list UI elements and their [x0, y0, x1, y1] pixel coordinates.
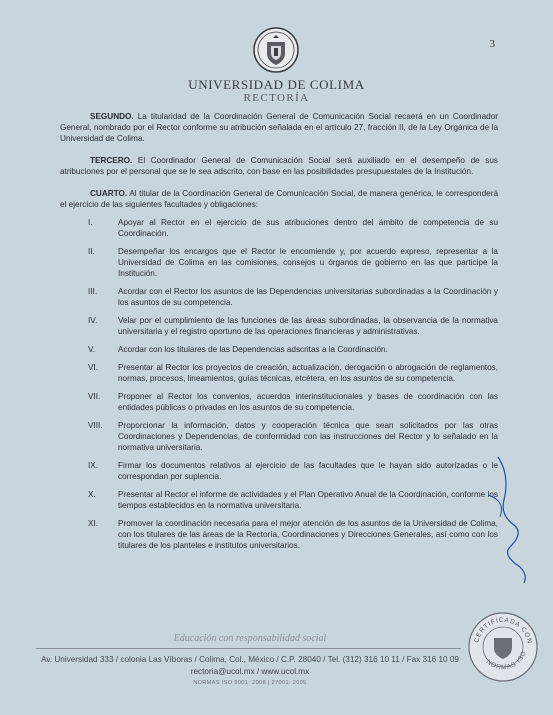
certification-seal-icon: [466, 610, 540, 684]
paragraph-lead: TERCERO.: [90, 156, 133, 165]
item-number: II.: [88, 247, 95, 256]
footer-contact: rectoria@ucol.mx / www.ucol.mx: [190, 667, 310, 676]
item-text: Proponer al Rector los convenios, acuerdos interinstitucionales y bases de coordinación con las entidades públicas o privadas en los asuntos de su competencia.: [118, 392, 498, 412]
paragraph-tercero: [60, 155, 498, 177]
item-text: Presentar al Rector el informe de actividades y el Plan Operativo Anual de la Coordinación, conforme los tiempos establecidos en la normativa universitaria.: [118, 490, 498, 510]
faculties-list: [60, 217, 498, 551]
university-name: UNIVERSIDAD DE COLIMA: [188, 77, 365, 92]
svg-text:CERTIFICADA CON: CERTIFICADA CON: [473, 616, 533, 645]
list-item: [60, 344, 498, 355]
list-item: [60, 460, 498, 482]
item-text: Desempeñar los encargos que el Rector le encomiende y, por acuerdo expreso, representar a la Universidad de Colima en las comisiones, consejos u órganos de gobierno en las que participe la Institución.: [118, 247, 498, 278]
item-text: Acordar con los titulares de las Dependencias adscritas a la Coordinación.: [118, 345, 388, 354]
university-crest-icon: [252, 26, 300, 74]
handwritten-signature-icon: [480, 455, 535, 585]
paragraph-lead: SEGUNDO.: [90, 112, 134, 121]
list-item: [60, 315, 498, 337]
item-text: Promover la coordinación necesaria para el mejor atención de los asuntos de la Universidad de Colima, con los titulares de las áreas de la Rectoría, Coordinaciones y Direcciones Generales, así como con los titulares de los planteles e institutos universitarios.: [118, 519, 498, 550]
paragraph-text: Al titular de la Coordinación General de Comunicación Social, de manera genérica, le corresponderá el ejercicio de las siguientes facultades y obligaciones:: [60, 189, 498, 209]
svg-text:NORMAS ISO: NORMAS ISO: [484, 649, 529, 672]
list-item: [60, 391, 498, 413]
office-name: RECTORÍA: [243, 92, 310, 104]
paragraph-cuarto: [60, 188, 498, 210]
item-number: VII.: [88, 392, 101, 401]
list-item: [60, 286, 498, 308]
item-number: IV.: [88, 316, 98, 325]
item-number: III.: [88, 287, 98, 296]
document-body: [60, 111, 498, 558]
footer-motto: Educación con responsabilidad social: [173, 633, 327, 644]
item-text: Apoyar al Rector en el ejercicio de sus atribuciones dentro del ámbito de competencia de su Coordinación.: [118, 218, 498, 238]
item-number: VI.: [88, 363, 99, 372]
paragraph-text: El Coordinador General de Comunicación Social será auxiliado en el desempeño de sus atribuciones por el personal que se le sea adscrito, con base en las posibilidades presupuestales de la Institución.: [60, 156, 498, 176]
item-number: X.: [88, 490, 96, 499]
list-item: [60, 420, 498, 453]
item-number: IX.: [88, 461, 99, 470]
item-text: Velar por el cumplimiento de las funciones de las áreas subordinadas, la observancia de la normativa universitaria y el registro oportuno de las operaciones financieras y administrativas.: [118, 316, 498, 336]
item-number: V.: [88, 345, 95, 354]
paragraph-segundo: [60, 111, 498, 144]
item-number: VIII.: [88, 421, 103, 430]
item-number: XI.: [88, 519, 99, 528]
footer-norms: NORMAS ISO 9001: 2008 | 27001: 2005: [193, 680, 307, 686]
footer-divider: [36, 648, 461, 649]
footer-address: Av. Universidad 333 / colonia Las Víboras / Colima, Col., México / C.P. 28040 / Tel. (312) 316 10 11 / Fax 316 10 09: [41, 655, 459, 664]
item-text: Acordar con el Rector los asuntos de las Dependencias universitarias subordinadas a la Coordinación y los asuntos de su competencia.: [118, 287, 498, 307]
item-text: Presentar al Rector los proyectos de creación, actualización, derogación o abrogación de reglamentos, normas, procesos, lineamientos, guías técnicas, etcétera, en los asuntos de su competencia.: [118, 363, 498, 383]
paragraph-text: La titularidad de la Coordinación General de Comunicación Social recaerá en un Coordinador General, nombrado por el Rector conforme su atribución señalada en el artículo 27, fracción II, de la Ley Orgánica de la Universidad de Colima.: [60, 112, 498, 143]
item-number: I.: [88, 218, 93, 227]
page-number: 3: [489, 38, 495, 50]
item-text: Proporcionar la información, datos y cooperación técnica que sean solicitados por las otras Coordinaciones y Dependencias, de conformidad con las instrucciones del Rector y lo señalado en la normativa universitaria.: [118, 421, 498, 452]
paragraph-lead: CUARTO.: [90, 189, 128, 198]
list-item: [60, 362, 498, 384]
list-item: [60, 518, 498, 551]
item-text: Firmar los documentos relativos al ejercicio de las facultades que le hayan sido autorizadas o le correspondan por suplencia.: [118, 461, 498, 481]
list-item: [60, 217, 498, 239]
list-item: [60, 246, 498, 279]
list-item: [60, 489, 498, 511]
